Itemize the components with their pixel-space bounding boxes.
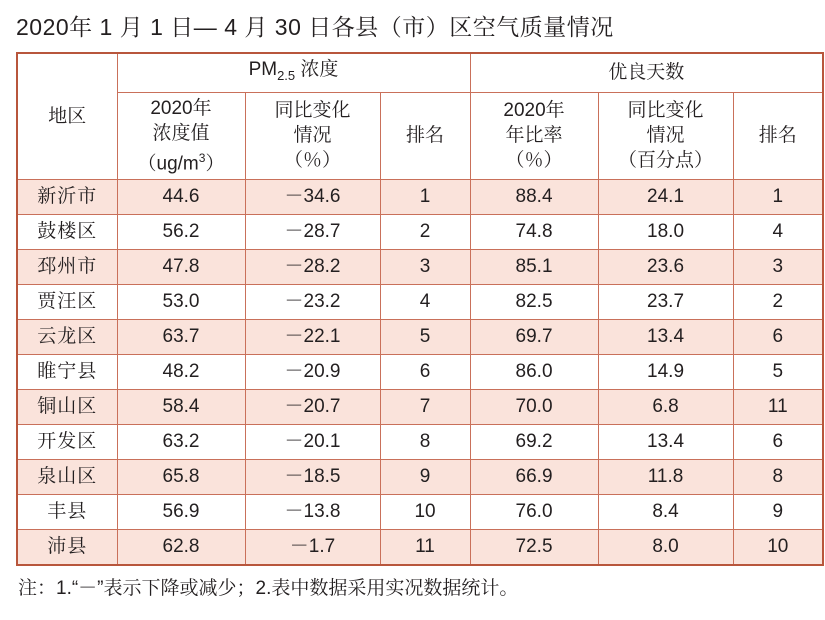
cell-pm-value: 47.8	[117, 250, 245, 285]
cell-days-value: 76.0	[470, 495, 598, 530]
cell-days-value: 70.0	[470, 390, 598, 425]
table-row	[17, 215, 823, 250]
cell-pm-change: －22.1	[245, 320, 380, 355]
page-title: 2020年 1 月 1 日— 4 月 30 日各县（市）区空气质量情况	[16, 14, 614, 40]
cell-days-change: 24.1	[598, 180, 733, 215]
column-group-pm25	[117, 53, 470, 92]
cell-days-rank: 2	[733, 285, 823, 320]
table-row	[17, 460, 823, 495]
cell-pm-change: －20.9	[245, 355, 380, 390]
cell-days-change: 23.6	[598, 250, 733, 285]
cell-pm-value: 56.2	[117, 215, 245, 250]
cell-region: 邳州市	[17, 250, 117, 285]
pm-change-line1: 同比变化	[274, 100, 351, 122]
pm-value-line1: 2020年	[150, 97, 212, 119]
cell-pm-rank: 11	[380, 530, 470, 566]
cell-region: 云龙区	[17, 320, 117, 355]
cell-days-value: 69.2	[470, 425, 598, 460]
cell-days-change: 23.7	[598, 285, 733, 320]
table-body	[17, 180, 823, 566]
cell-region: 丰县	[17, 495, 117, 530]
table-note: 注：1.“－”表示下降或减少；2.表中数据采用实况数据统计。	[18, 578, 519, 600]
cell-days-value: 82.5	[470, 285, 598, 320]
cell-pm-value: 53.0	[117, 285, 245, 320]
column-group-good-days: 优良天数	[470, 53, 823, 92]
cell-days-value: 88.4	[470, 180, 598, 215]
days-value-line3: （％）	[505, 150, 563, 172]
cell-region: 开发区	[17, 425, 117, 460]
pm-change-line2: 情况	[293, 125, 332, 147]
table-header	[17, 53, 823, 180]
cell-pm-rank: 8	[380, 425, 470, 460]
cell-days-change: 18.0	[598, 215, 733, 250]
cell-days-value: 85.1	[470, 250, 598, 285]
cell-pm-change: －28.7	[245, 215, 380, 250]
cell-days-rank: 1	[733, 180, 823, 215]
days-change-line1: 同比变化	[627, 100, 704, 122]
table-row	[17, 180, 823, 215]
air-quality-table	[16, 52, 824, 566]
cell-pm-value: 56.9	[117, 495, 245, 530]
cell-days-change: 13.4	[598, 320, 733, 355]
cell-days-rank: 9	[733, 495, 823, 530]
cell-region: 铜山区	[17, 390, 117, 425]
cell-days-rank: 6	[733, 320, 823, 355]
cell-days-change: 8.4	[598, 495, 733, 530]
cell-days-value: 74.8	[470, 215, 598, 250]
cell-pm-change: －1.7	[245, 530, 380, 566]
cell-pm-value: 63.7	[117, 320, 245, 355]
days-value-line1: 2020年	[503, 100, 565, 122]
days-change-line2: 情况	[646, 125, 685, 147]
cell-days-value: 69.7	[470, 320, 598, 355]
cell-days-change: 11.8	[598, 460, 733, 495]
cell-pm-rank: 6	[380, 355, 470, 390]
cell-days-change: 14.9	[598, 355, 733, 390]
cell-pm-change: －28.2	[245, 250, 380, 285]
pm-unit-close: ）	[205, 153, 225, 175]
cell-pm-change: －20.1	[245, 425, 380, 460]
cell-pm-value: 44.6	[117, 180, 245, 215]
days-change-line3: （百分点）	[618, 150, 714, 172]
cell-pm-value: 62.8	[117, 530, 245, 566]
cell-pm-rank: 4	[380, 285, 470, 320]
pm-value-line2: 浓度值	[152, 122, 210, 144]
cell-pm-rank: 5	[380, 320, 470, 355]
cell-pm-change: －34.6	[245, 180, 380, 215]
cell-days-value: 66.9	[470, 460, 598, 495]
cell-days-rank: 11	[733, 390, 823, 425]
cell-pm-change: －18.5	[245, 460, 380, 495]
pm-change-line3: （％）	[283, 150, 341, 172]
cell-region: 泉山区	[17, 460, 117, 495]
cell-days-rank: 10	[733, 530, 823, 566]
column-header-pm-rank: 排名	[380, 92, 470, 179]
cell-pm-rank: 2	[380, 215, 470, 250]
cell-pm-rank: 7	[380, 390, 470, 425]
cell-days-change: 8.0	[598, 530, 733, 566]
cell-region: 新沂市	[17, 180, 117, 215]
cell-days-change: 6.8	[598, 390, 733, 425]
cell-days-change: 13.4	[598, 425, 733, 460]
pm-value-line3	[120, 146, 243, 176]
cell-days-rank: 5	[733, 355, 823, 390]
cell-days-rank: 4	[733, 215, 823, 250]
table-row	[17, 250, 823, 285]
cell-pm-value: 48.2	[117, 355, 245, 390]
pm-unit-exponent: 3	[198, 150, 206, 165]
cell-region: 睢宁县	[17, 355, 117, 390]
cell-pm-change: －13.8	[245, 495, 380, 530]
pm25-label-sub: 2.5	[277, 67, 296, 83]
column-header-days-change	[598, 92, 733, 179]
cell-days-value: 86.0	[470, 355, 598, 390]
table-row	[17, 285, 823, 320]
table-header-row-groups	[17, 53, 823, 92]
cell-days-rank: 8	[733, 460, 823, 495]
cell-days-value: 72.5	[470, 530, 598, 566]
cell-region: 鼓楼区	[17, 215, 117, 250]
table-row	[17, 425, 823, 460]
days-value-line2: 年比率	[505, 125, 563, 147]
pm-unit-open: （ug/m	[137, 153, 199, 175]
cell-pm-rank: 3	[380, 250, 470, 285]
cell-pm-change: －20.7	[245, 390, 380, 425]
table-row	[17, 320, 823, 355]
cell-pm-rank: 1	[380, 180, 470, 215]
table-header-row-subs	[17, 92, 823, 179]
pm25-label-tail: 浓度	[295, 59, 339, 80]
column-header-pm-change	[245, 92, 380, 179]
column-header-pm-value	[117, 92, 245, 179]
cell-pm-value: 65.8	[117, 460, 245, 495]
cell-pm-change: －23.2	[245, 285, 380, 320]
cell-pm-value: 58.4	[117, 390, 245, 425]
column-header-days-value	[470, 92, 598, 179]
cell-region: 沛县	[17, 530, 117, 566]
column-header-days-rank: 排名	[733, 92, 823, 179]
column-header-region: 地区	[17, 53, 117, 180]
cell-days-rank: 6	[733, 425, 823, 460]
cell-pm-value: 63.2	[117, 425, 245, 460]
pm25-label-main: PM	[248, 59, 278, 80]
table-row	[17, 495, 823, 530]
table-row	[17, 355, 823, 390]
cell-region: 贾汪区	[17, 285, 117, 320]
cell-days-rank: 3	[733, 250, 823, 285]
table-row	[17, 530, 823, 566]
cell-pm-rank: 10	[380, 495, 470, 530]
cell-pm-rank: 9	[380, 460, 470, 495]
table-row	[17, 390, 823, 425]
